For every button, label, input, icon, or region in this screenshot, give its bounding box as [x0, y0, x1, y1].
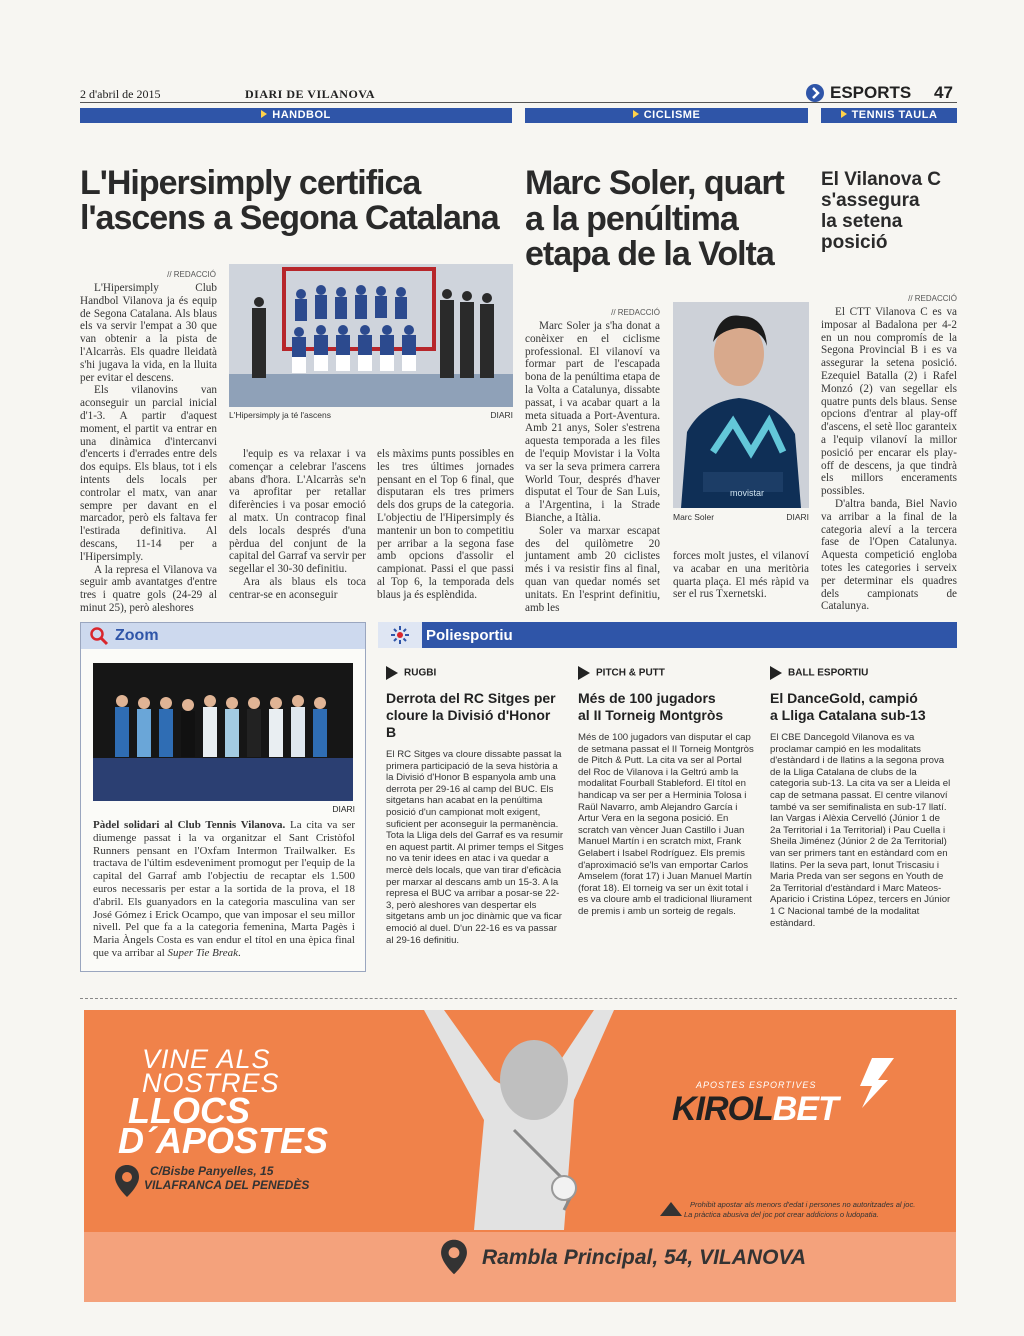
article1-byline: // REDACCIÓ — [167, 270, 216, 279]
bolt-icon — [854, 1058, 894, 1108]
ad-separator — [80, 998, 957, 999]
article2-col1 — [525, 320, 660, 614]
header-section: ESPORTS — [830, 83, 912, 102]
poliesportiu-title-line1: Derrota del RC Sitges per — [386, 690, 556, 706]
zoom-box — [80, 622, 366, 972]
poliesportiu-title — [386, 690, 564, 741]
triangle-icon — [841, 110, 847, 118]
article1-col3-p1: els màxims punts possibles en les tres últimes jornades pensant en el Top 6 final, que disputaran els tres primers dels dos grups de la categoria. L'objectiu de l'Hipersimply és mantenir un bon to competitiu per arribar a la segona fase amb opcions d'assolir el campionat. Passi el que passi al Top 6, la temporada dels blaus ja és esplèndida. — [377, 448, 514, 601]
poliesportiu-header — [378, 622, 957, 648]
triangle-icon — [578, 666, 590, 680]
ad-athlete-figure — [414, 1010, 714, 1230]
zoom-photo — [93, 663, 353, 801]
poliesportiu-category — [578, 666, 756, 680]
zoom-end: . — [237, 946, 241, 959]
section-bar-tennis — [821, 108, 957, 123]
article2-col1-p2: Soler va marxar escapat des del quilòmetre 20 juntament amb 20 ciclistes més i va resistir fins al final, quan van quedar només set unitats. En l'esprint definitiu, amb les — [525, 524, 660, 614]
magnifier-icon — [89, 626, 109, 646]
poliesportiu-title-line2: al II Torneig Montgròs — [578, 707, 724, 723]
poliesportiu-title — [578, 690, 756, 724]
zoom-header — [81, 623, 365, 649]
article2-caption-row — [673, 512, 809, 522]
triangle-icon — [386, 666, 398, 680]
age-warning-icon — [658, 1200, 684, 1218]
article3-headline-line3: la setena — [821, 210, 903, 232]
article3-headline — [821, 170, 961, 254]
triangle-icon — [633, 110, 639, 118]
zoom-body: La cita va ser diumenge passat i la va organitzar el Sant Cristòfol Runners pensant en l'Oxfam Intermon Trailwalker. Es tractava de l'últim esdeveniment promogut per l'equip de la capital del Garraf amb l'objectiu de recaptar els 1.500 euros necessaris per estar a la sortida de la prova, el 18 d'abril. Els guanyadors en la categoria masculina van ser José Gómez i Erick Ocampo, que van imposar el seu millor nivell. Pel que fa a la categoria femenina, Marta Pagès i Maria Àngels Costa es van endur el títol en una èpica final que va arribar al — [93, 819, 355, 959]
header-page-number: 47 — [934, 83, 953, 102]
zoom-photo-credit: DIARI — [332, 804, 355, 814]
article2-jersey-text: movistar — [730, 488, 765, 498]
section-label-tennis: TENNIS TAULA — [851, 109, 938, 121]
location-pin-icon — [114, 1164, 140, 1198]
article1-col2-p1: l'equip es va relaxar i va començar a celebrar l'ascens abans d'hora. L'Alcarràs se'n va aprofitar per retallar diferències i va posar emoció al matx. Un contracop final dels locals després d'una pèrdua del conjunt de la capital del Garraf va servir per segellar el 30-30 definitiu. — [229, 448, 366, 576]
article2-headline-line1: Marc Soler, quart — [525, 164, 784, 202]
article3-headline-line2: s'assegura — [821, 189, 920, 211]
zoom-label: Zoom — [115, 627, 159, 644]
poliesportiu-title-line1: Més de 100 jugadors — [578, 690, 716, 706]
zoom-italic: Super Tie Break — [167, 946, 238, 959]
article3-byline: // REDACCIÓ — [908, 294, 957, 303]
article2-col2 — [673, 550, 809, 601]
zoom-text — [93, 819, 355, 960]
article1-col2-p2: Ara als blaus els toca centrar-se en aconseguir — [229, 575, 366, 601]
triangle-icon — [770, 666, 782, 680]
ad-line3: LLOCS — [128, 1090, 250, 1131]
ad-brand-b: BET — [772, 1090, 838, 1128]
poliesportiu-title — [770, 690, 952, 724]
ad-brand-a: KIROL — [672, 1090, 773, 1128]
poliesportiu-text: Més de 100 jugadors van disputar el cap de setmana passat el II Torneig Montgròs de Pitch & Putt. La cita va ser al Portal del Roc de Vilanova i la Geltrú amb la modalitat Fourball Stableford. El títol en handicap va ser per a Herminia Tolosa i Raül Navarro, amb Alejandro García i Artur Vera en la segona posició. En scratch van vèncer Juan Castillo i Juan Manuel Martín i en scratch mixt, Frank Gelabert i Isabel Rodríguez. Els premis d'aproximació se'ls van emportar Carlos Amselem (forat 17) i Juan Manuel Martín (forat 18). El torneig va ser un èxit total i es va cloure amb el tradicional lliurament de premis i amb un sorteig de regals. — [578, 732, 754, 917]
ad-brand-logo — [672, 1090, 838, 1129]
section-label-ciclisme: CICLISME — [643, 109, 701, 121]
article1-headline-line2: l'ascens a Segona Catalana — [80, 198, 499, 237]
article3-headline-line4: posició — [821, 231, 888, 253]
location-pin-icon — [440, 1238, 468, 1276]
ad-line2: NOSTRES — [142, 1068, 280, 1098]
poliesportiu-title-line2: cloure la Divisió d'Honor B — [386, 707, 551, 740]
ad-address1-line1: C/Bisbe Panyelles, 15 — [150, 1164, 274, 1178]
poliesportiu-text: El CBE Dancegold Vilanova es va proclamar campió en les modalitats d'estàndard i de llatins a la segona prova de la Lliga Catalana de clubs de la categoria sub-13. La cita va ser a Lleida el cap de setmana passat. El centre vilanoví també va ser semifinalista en sub-17 llatí. Ian Vargas i Alèxia Cervelló (Júnior 1 de 2a Territorial i 1a Territorial) i Pau Cuella i Sheila Jiménez (Júnior 2 de 2a Territorial) van ser primers tant en estàndard com en llatins. Per la seva part, Ionut Triscasiu i Maria Preda van ser segons en Youth de 2a Territorial d'estàndard i Marc Mateos-Aparicio i Cristina López, tercers en Júnior 1 C Nacional també de la modalitat estàndard. — [770, 732, 951, 929]
ad-legal-line2: La pràctica abusiva del joc pot crear addicions o ludopatia. — [684, 1210, 879, 1219]
header-section-arrow-icon — [806, 84, 824, 102]
sun-icon — [378, 622, 422, 648]
article1-col2 — [229, 448, 366, 602]
article1-col3 — [377, 448, 514, 602]
header-date: 2 d'abril de 2015 — [80, 87, 161, 101]
article2-col2-p1: forces molt justes, el vilanoví va acabar en una meritòria quarta plaça. El més ràpid va ser el rus Txernetski. — [673, 550, 809, 601]
article2-col1-p1: Marc Soler ja s'ha donat a conèixer en el ciclisme professional. El vilanoví va formar part de l'escapada bona de la penúltima etapa de la Volta a Catalunya, dissabte passat, i va acabar quart a la meta situada a Port-Aventura. Amb 21 anys, Soler s'estrena aquesta temporada a les files de l'equip Movistar i la Volta va ser la seva primera carrera World Tour, després d'haver disputat el Tour de San Luis, a l'Argentina, i la Strade Bianche, a Itàlia. — [525, 320, 660, 524]
poliesportiu-item-ball — [770, 666, 952, 929]
ad-legal-line1: Prohibit apostar als menors d'edat i persones no autoritzades al joc. — [690, 1200, 916, 1209]
ad-line4: D´APOSTES — [118, 1120, 329, 1161]
article2-headline — [525, 166, 815, 273]
section-bar-ciclisme — [525, 108, 808, 123]
poliesportiu-category-label: RUGBI — [404, 667, 437, 679]
article2-byline: // REDACCIÓ — [611, 308, 660, 317]
article1-col1 — [80, 282, 217, 615]
kirolbet-ad — [84, 1010, 956, 1302]
article2-caption: Marc Soler — [673, 512, 715, 522]
ad-address2: Rambla Principal, 54, VILANOVA — [482, 1246, 807, 1269]
article3-col — [821, 306, 957, 613]
article1-caption-row — [229, 410, 513, 420]
header-paper-name: DIARI DE VILANOVA — [245, 87, 376, 101]
ad-brand-tag: APOSTES ESPORTIVES — [696, 1080, 817, 1090]
article2-headline-line2: a la penúltima — [525, 199, 738, 238]
article1-col1-p3: A la represa el Vilanova va seguir amb avantatges d'entre tres i quatre gols (24-29 al minut 25), però aleshores — [80, 563, 217, 614]
poliesportiu-category-label: PITCH & PUTT — [596, 667, 665, 679]
zoom-lead: Pàdel solidari al Club Tennis Vilanova. — [93, 819, 286, 831]
poliesportiu-item-rugbi — [386, 666, 564, 946]
poliesportiu-category-label: BALL ESPORTIU — [788, 667, 869, 679]
article1-col1-p1: L'Hipersimply Club Handbol Vilanova ja és equip de Segona Catalana. Als blaus els va servir l'empat a 30 que van obtenir a la pista de l'Alcarràs. Els quadre lleidatà s'hi jugava la vida, en la lluita per evitar el descens. — [80, 282, 217, 384]
poliesportiu-text: El RC Sitges va cloure dissabte passat la primera participació de la seva història a la Divisió d'Honor B espanyola amb una derrota per 29-16 al camp del BUC. Els sitgetans han acabat en la penúltima posició d'un campionat molt exigent, suficient per aconseguir la permanència. Tota la Lliga dels del Garraf es va resumir en aquest partit. Al primer temps el Sitges no va tenir idees en atac i va quedar a mercè dels locals, que van tirar d'eficàcia per marxar al descans amb un 15-3. A la represa el BUC va arribar a posar-se 22-3, però aleshores van despertar els sitgetans amb un joc dinàmic que va ficar emoció al duel. D'un 22-16 es va passar al 29-16 definitiu. — [386, 749, 564, 946]
article1-photo-credit: DIARI — [490, 410, 513, 420]
poliesportiu-title-line1: El DanceGold, campió — [770, 690, 918, 706]
article2-photo — [673, 302, 809, 508]
section-bar-handbol — [80, 108, 512, 123]
article3-col-p1: El CTT Vilanova C es va imposar al Badalona per 4-2 en un nou compromís de la Segona Provincial B i es va assegurar la setena posició. Ezequiel Batalla (2) i Rafel Monzó (2) van segellar els quatre punts dels blaus. Sense opcions d'entrar al play-off d'ascens, el setè lloc garanteix a l'equip vilanoví la millor posició per encarar els play-off de descens, ja que tindrà els millors enceraments possibles. — [821, 306, 957, 498]
article1-headline — [80, 166, 520, 235]
header-rule — [80, 102, 957, 103]
poliesportiu-category — [386, 666, 564, 680]
article3-headline-line1: El Vilanova C — [821, 169, 942, 190]
article1-col1-p2: Els vilanovins van aconseguir un parcial inicial d'1-3. A partir d'aquest moment, el partit va entrar en una dinàmica d'intercanvi d'encerts i d'errades entre dels dos equips. Els blaus, tot i els intents dels locals per controlar el matx, van anar sempre per davant en el marcador, però els faltava fer l'estirada definitiva. Al descans, 11-14 per a l'Hipersimply. — [80, 384, 217, 563]
article2-photo-credit: DIARI — [786, 512, 809, 522]
triangle-icon — [261, 110, 267, 118]
ad-address1-line2: VILAFRANCA DEL PENEDÈS — [144, 1178, 310, 1192]
article3-col-p2: D'altra banda, Biel Navio va arribar a la final de la categoria aleví a la tercera fase de l'Open Catalunya. Aquesta competició engloba totes les categories i serveix per determinar els quadres dels campionats de Catalunya. — [821, 497, 957, 613]
poliesportiu-category — [770, 666, 952, 680]
section-label-handbol: HANDBOL — [272, 109, 331, 121]
article1-headline-line1: L'Hipersimply certifica — [80, 164, 421, 202]
ad-line1: VINE ALS — [142, 1044, 271, 1074]
poliesportiu-title-line2: a Lliga Catalana sub-13 — [770, 707, 926, 723]
poliesportiu-item-pitch-putt — [578, 666, 756, 918]
article1-caption: L'Hipersimply ja té l'ascens — [229, 410, 331, 420]
poliesportiu-label: Poliesportiu — [426, 626, 513, 644]
article2-headline-line3: etapa de la Volta — [525, 235, 774, 274]
article1-photo — [229, 264, 513, 407]
